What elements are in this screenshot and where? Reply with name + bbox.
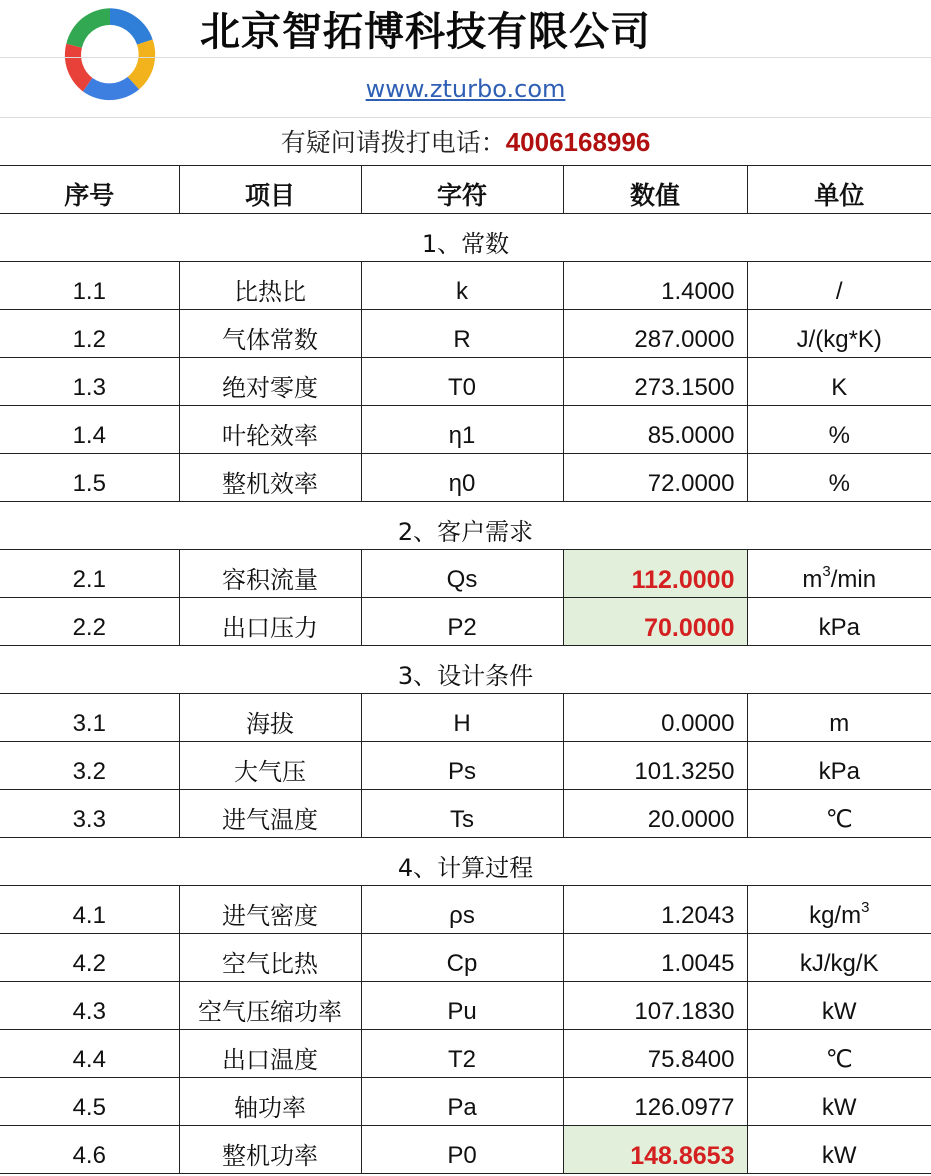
row-value: 107.1830 xyxy=(563,982,747,1030)
column-header-item: 项目 xyxy=(179,166,361,214)
table-row xyxy=(0,982,931,1030)
row-number: 1.4 xyxy=(0,406,179,454)
row-number: 1.5 xyxy=(0,454,179,502)
row-unit: kPa xyxy=(747,598,931,646)
row-symbol: P0 xyxy=(361,1126,563,1174)
row-item: 大气压 xyxy=(179,742,361,790)
row-unit: kJ/kg/K xyxy=(747,934,931,982)
row-number: 2.2 xyxy=(0,598,179,646)
row-number: 4.1 xyxy=(0,886,179,934)
row-value: 75.8400 xyxy=(563,1030,747,1078)
row-symbol: ρs xyxy=(361,886,563,934)
row-item: 比热比 xyxy=(179,262,361,310)
unit-suffix: /min xyxy=(830,566,877,593)
row-symbol: T0 xyxy=(361,358,563,406)
row-number: 1.1 xyxy=(0,262,179,310)
table-row xyxy=(0,1030,931,1078)
row-symbol: P2 xyxy=(361,598,563,646)
row-item: 出口温度 xyxy=(179,1030,361,1078)
row-symbol: η1 xyxy=(361,406,563,454)
parameter-table xyxy=(0,165,931,1174)
row-number: 1.2 xyxy=(0,310,179,358)
row-symbol: k xyxy=(361,262,563,310)
row-item: 气体常数 xyxy=(179,310,361,358)
row-value: 126.0977 xyxy=(563,1078,747,1126)
row-value: 112.0000 xyxy=(563,550,747,598)
header xyxy=(0,0,931,118)
row-number: 4.3 xyxy=(0,982,179,1030)
phone-label: 有疑问请拨打电话： xyxy=(280,128,506,157)
row-symbol: Cp xyxy=(361,934,563,982)
row-unit: K xyxy=(747,358,931,406)
row-value: 70.0000 xyxy=(563,598,747,646)
table-row xyxy=(0,742,931,790)
table-header-row xyxy=(0,166,931,214)
row-item: 空气比热 xyxy=(179,934,361,982)
column-header-symbol: 字符 xyxy=(361,166,563,214)
section-header-row xyxy=(0,646,931,694)
row-symbol: Pa xyxy=(361,1078,563,1126)
row-unit: % xyxy=(747,454,931,502)
row-symbol: R xyxy=(361,310,563,358)
row-item: 轴功率 xyxy=(179,1078,361,1126)
row-unit: ℃ xyxy=(747,790,931,838)
table-row xyxy=(0,310,931,358)
phone-row xyxy=(0,118,931,166)
row-unit: kW xyxy=(747,1126,931,1174)
section-title: 3、设计条件 xyxy=(0,646,931,694)
row-item: 整机效率 xyxy=(179,454,361,502)
row-number: 3.1 xyxy=(0,694,179,742)
row-value: 72.0000 xyxy=(563,454,747,502)
table-row xyxy=(0,1078,931,1126)
row-item: 出口压力 xyxy=(179,598,361,646)
table-row xyxy=(0,598,931,646)
unit-superscript: 3 xyxy=(861,899,870,916)
row-value: 273.1500 xyxy=(563,358,747,406)
row-symbol: H xyxy=(361,694,563,742)
section-header-row xyxy=(0,502,931,550)
row-value: 287.0000 xyxy=(563,310,747,358)
row-value: 85.0000 xyxy=(563,406,747,454)
row-unit: kPa xyxy=(747,742,931,790)
row-symbol: Qs xyxy=(361,550,563,598)
row-number: 1.3 xyxy=(0,358,179,406)
row-item: 海拔 xyxy=(179,694,361,742)
row-item: 叶轮效率 xyxy=(179,406,361,454)
row-value: 1.0045 xyxy=(563,934,747,982)
row-item: 绝对零度 xyxy=(179,358,361,406)
row-unit: m xyxy=(747,694,931,742)
company-name: 北京智拓博科技有限公司 xyxy=(200,9,651,55)
row-unit: ℃ xyxy=(747,1030,931,1078)
unit-base: kg/m xyxy=(809,902,862,929)
row-number: 4.5 xyxy=(0,1078,179,1126)
table-row xyxy=(0,358,931,406)
divider xyxy=(0,57,931,58)
row-symbol: Pu xyxy=(361,982,563,1030)
section-title: 4、计算过程 xyxy=(0,838,931,886)
column-header-no: 序号 xyxy=(0,166,179,214)
row-unit: J/(kg*K) xyxy=(747,310,931,358)
table-row xyxy=(0,790,931,838)
row-item: 进气温度 xyxy=(179,790,361,838)
section-title: 2、客户需求 xyxy=(0,502,931,550)
row-value: 1.2043 xyxy=(563,886,747,934)
row-symbol: Ps xyxy=(361,742,563,790)
table-row xyxy=(0,454,931,502)
column-header-value: 数值 xyxy=(563,166,747,214)
row-number: 3.2 xyxy=(0,742,179,790)
table-row xyxy=(0,886,931,934)
row-symbol: η0 xyxy=(361,454,563,502)
row-value: 101.3250 xyxy=(563,742,747,790)
row-value: 0.0000 xyxy=(563,694,747,742)
section-title: 1、常数 xyxy=(0,214,931,262)
table-row xyxy=(0,694,931,742)
table-row xyxy=(0,550,931,598)
row-number: 4.4 xyxy=(0,1030,179,1078)
row-symbol: T2 xyxy=(361,1030,563,1078)
row-unit xyxy=(747,886,931,934)
table-row xyxy=(0,934,931,982)
row-number: 4.6 xyxy=(0,1126,179,1174)
row-unit: kW xyxy=(747,1078,931,1126)
row-unit xyxy=(747,550,931,598)
row-item: 整机功率 xyxy=(179,1126,361,1174)
row-number: 3.3 xyxy=(0,790,179,838)
row-item: 容积流量 xyxy=(179,550,361,598)
section-header-row xyxy=(0,838,931,886)
phone-number: 4006168996 xyxy=(505,127,651,157)
row-value: 148.8653 xyxy=(563,1126,747,1174)
unit-base: m xyxy=(802,566,823,593)
row-item: 进气密度 xyxy=(179,886,361,934)
column-header-unit: 单位 xyxy=(747,166,931,214)
row-item: 空气压缩功率 xyxy=(179,982,361,1030)
row-unit: kW xyxy=(747,982,931,1030)
table-row xyxy=(0,406,931,454)
row-number: 4.2 xyxy=(0,934,179,982)
row-value: 20.0000 xyxy=(563,790,747,838)
unit-superscript: 3 xyxy=(822,563,831,580)
table-row xyxy=(0,262,931,310)
table-row xyxy=(0,1126,931,1174)
row-value: 1.4000 xyxy=(563,262,747,310)
section-header-row xyxy=(0,214,931,262)
row-unit: / xyxy=(747,262,931,310)
website-link[interactable]: www.zturbo.com xyxy=(365,75,566,103)
row-unit: % xyxy=(747,406,931,454)
row-number: 2.1 xyxy=(0,550,179,598)
row-symbol: Ts xyxy=(361,790,563,838)
